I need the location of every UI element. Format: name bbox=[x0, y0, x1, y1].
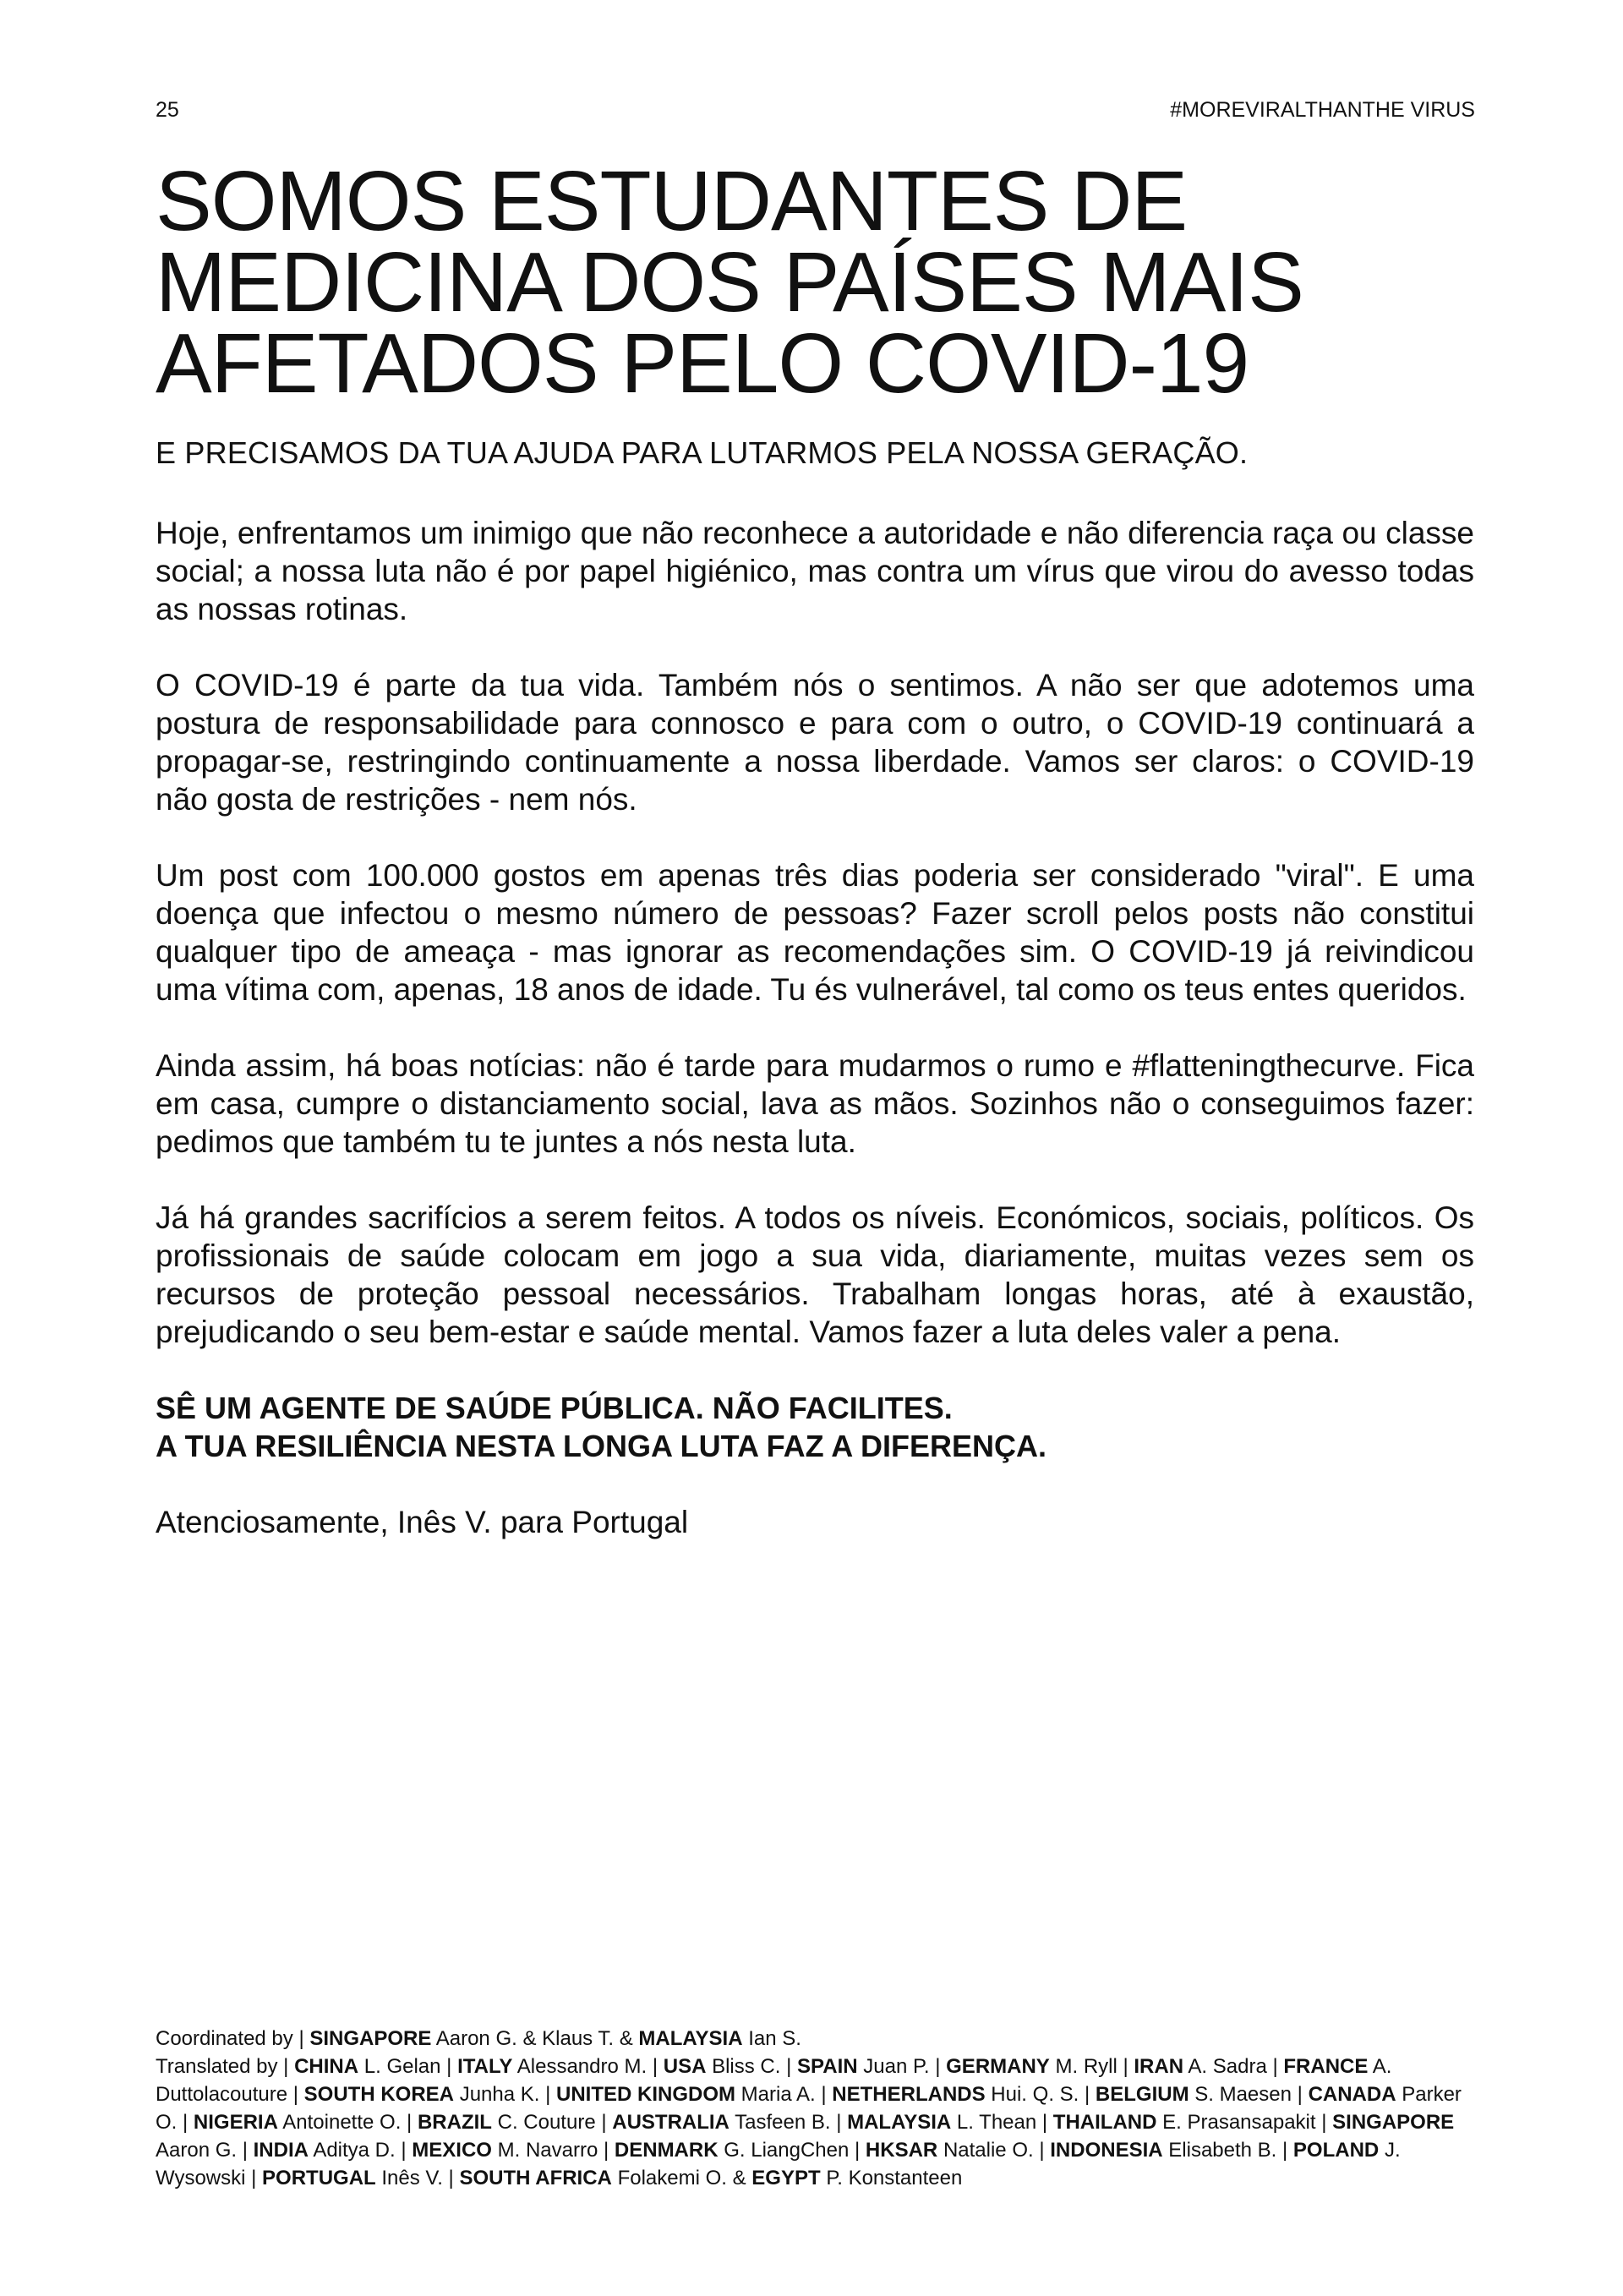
translator-names: Hui. Q. S. | bbox=[991, 2083, 1090, 2106]
translated-by-line bbox=[156, 2053, 1474, 2192]
campaign-hashtag: #MOREVIRALTHANTHE VIRUS bbox=[1170, 98, 1475, 122]
translator-entry bbox=[298, 2083, 550, 2106]
coordinator-names: Aaron G. & Klaus T. & bbox=[435, 2027, 633, 2050]
translator-entry bbox=[248, 2139, 407, 2162]
translator-names: P. Konstanteen bbox=[826, 2167, 963, 2189]
page-title bbox=[156, 154, 1474, 411]
translator-country: DENMARK bbox=[614, 2139, 719, 2162]
translator-names: A. Duttolacouture | bbox=[156, 2055, 1392, 2106]
translator-country: MALAYSIA bbox=[847, 2111, 952, 2134]
translator-entry bbox=[1090, 2083, 1303, 2106]
translator-entry bbox=[550, 2083, 826, 2106]
translator-entry bbox=[1045, 2139, 1288, 2162]
letter-body bbox=[156, 514, 1474, 1579]
translator-country: HKSAR bbox=[865, 2139, 938, 2162]
translator-names: C. Couture | bbox=[497, 2111, 607, 2134]
coordinator-country: SINGAPORE bbox=[309, 2027, 432, 2050]
translator-entry bbox=[188, 2111, 412, 2134]
coordinator-entry bbox=[309, 2027, 632, 2050]
translator-entry bbox=[1047, 2111, 1326, 2134]
translator-country: GERMANY bbox=[946, 2055, 1050, 2078]
translator-entry bbox=[658, 2055, 791, 2078]
translator-names: E. Prasansapakit | bbox=[1162, 2111, 1327, 2134]
translator-names: Aaron G. | bbox=[156, 2139, 248, 2162]
translator-entry bbox=[827, 2083, 1090, 2106]
paragraph-4: Ainda assim, há boas notícias: não é tarde para mudarmos o rumo e #flatteningthecurve. Fica em casa, cumpre o distanciamento social, lava as mãos. Sozinhos não o conseguimos fazer: pedimos que também tu te juntes a nós nesta luta. bbox=[156, 1048, 1474, 1159]
translator-entry bbox=[940, 2055, 1128, 2078]
paragraph-2: O COVID-19 é parte da tua vida. Também nós o sentimos. A não ser que adotemos uma postura de responsabilidade para connosco e para com o outro, o COVID-19 continuará a propagar-se, restringindo continuamente a nossa liberdade. Vamos ser claros: o COVID-19 não gosta de restrições - nem nós. bbox=[156, 668, 1474, 817]
translator-names: Inês V. | bbox=[381, 2167, 454, 2189]
translator-country: NIGERIA bbox=[193, 2111, 278, 2134]
translator-country: POLAND bbox=[1292, 2139, 1380, 2162]
page-number: 25 bbox=[156, 98, 179, 122]
title-line-1: SOMOS ESTUDANTES DE bbox=[156, 154, 1188, 249]
callout-line-2: A TUA RESILIÊNCIA NESTA LONGA LUTA FAZ A DIFERENÇA. bbox=[156, 1429, 1046, 1463]
paragraph-5: Já há grandes sacrifícios a serem feitos. A todos os níveis. Económicos, sociais, políticos. Os profissionais de saúde colocam em jogo a sua vida, diariamente, muitas vezes sem os recursos de proteção pessoal necessários. Trabalham longas horas, até à exaustão, prejudicando o seu bem-estar e saúde mental. Vamos fazer a luta deles valer a pena. bbox=[156, 1200, 1474, 1349]
translator-entry bbox=[860, 2139, 1044, 2162]
translator-entry bbox=[256, 2167, 453, 2189]
translator-names: Bliss C. | bbox=[712, 2055, 792, 2078]
translator-names: Junha K. | bbox=[459, 2083, 551, 2106]
translator-country: FRANCE bbox=[1283, 2055, 1369, 2078]
translator-country: SOUTH KOREA bbox=[303, 2083, 455, 2106]
coordinator-entry bbox=[633, 2027, 801, 2050]
translator-names: L. Gelan | bbox=[363, 2055, 452, 2078]
translator-country: PORTUGAL bbox=[262, 2167, 376, 2189]
translator-entry bbox=[609, 2139, 860, 2162]
callout bbox=[156, 1389, 1474, 1465]
translator-country: INDONESIA bbox=[1050, 2139, 1163, 2162]
coordinated-list bbox=[309, 2027, 801, 2050]
translator-country: MEXICO bbox=[412, 2139, 492, 2162]
translator-entry bbox=[746, 2167, 963, 2189]
translator-names: Maria A. | bbox=[740, 2083, 827, 2106]
translator-country: UNITED KINGDOM bbox=[556, 2083, 735, 2106]
translator-entry bbox=[407, 2139, 609, 2162]
translator-names: J. Wysowski | bbox=[156, 2139, 1401, 2189]
translator-names: Alessandro M. | bbox=[516, 2055, 658, 2078]
translator-country: USA bbox=[663, 2055, 707, 2078]
subtitle: E PRECISAMOS DA TUA AJUDA PARA LUTARMOS PELA NOSSA GERAÇÃO. bbox=[156, 435, 1249, 470]
translator-country: SPAIN bbox=[797, 2055, 858, 2078]
translator-country: NETHERLANDS bbox=[832, 2083, 986, 2106]
translator-names: S. Maesen | bbox=[1194, 2083, 1303, 2106]
translator-country: BELGIUM bbox=[1095, 2083, 1189, 2106]
title-line-2: MEDICINA DOS PAÍSES MAIS bbox=[156, 235, 1303, 330]
translator-names: Juan P. | bbox=[863, 2055, 941, 2078]
title-line-3: AFETADOS PELO COVID-19 bbox=[156, 316, 1249, 411]
translator-entry bbox=[412, 2111, 606, 2134]
coordinator-country: MALAYSIA bbox=[638, 2027, 743, 2050]
translator-names: Elisabeth B. | bbox=[1168, 2139, 1288, 2162]
translator-country: CHINA bbox=[294, 2055, 359, 2078]
translator-entry bbox=[451, 2055, 658, 2078]
translator-entry bbox=[454, 2167, 746, 2189]
paragraph-1: Hoje, enfrentamos um inimigo que não reconhece a autoridade e não diferencia raça ou classe social; a nossa luta não é por papel higiénico, mas contra um vírus que virou do avesso todas as nossas rotinas. bbox=[156, 516, 1474, 626]
translator-country: BRAZIL bbox=[417, 2111, 492, 2134]
callout-line-1: SÊ UM AGENTE DE SAÚDE PÚBLICA. NÃO FACILITES. bbox=[156, 1391, 953, 1425]
translator-names: M. Navarro | bbox=[497, 2139, 609, 2162]
translator-country: CANADA bbox=[1308, 2083, 1396, 2106]
translator-country: EGYPT bbox=[751, 2167, 821, 2189]
translator-names: M. Ryll | bbox=[1055, 2055, 1128, 2078]
signoff: Atenciosamente, Inês V. para Portugal bbox=[156, 1505, 689, 1539]
translator-names: Parker O. | bbox=[156, 2083, 1462, 2134]
paragraph-3: Um post com 100.000 gostos em apenas três dias poderia ser considerado "viral". E uma doença que infectou o mesmo número de pessoas? Fazer scroll pelos posts não constitui qualquer tipo de ameaça - mas ignorar as recomendações sim. O COVID-19 já reivindicou uma vítima com, apenas, 18 anos de idade. Tu és vulnerável, tal como os teus entes queridos. bbox=[156, 858, 1474, 1007]
translator-country: IRAN bbox=[1134, 2055, 1184, 2078]
translator-entry bbox=[791, 2055, 940, 2078]
translator-names: G. LiangChen | bbox=[724, 2139, 861, 2162]
coordinated-label: Coordinated by | bbox=[156, 2027, 304, 2050]
translator-names: A. Sadra | bbox=[1188, 2055, 1278, 2078]
translator-entry bbox=[1128, 2055, 1278, 2078]
translator-entry bbox=[294, 2055, 451, 2078]
translator-names: Tasfeen B. | bbox=[735, 2111, 842, 2134]
translator-names: Folakemi O. & bbox=[617, 2167, 746, 2189]
translator-names: Natalie O. | bbox=[943, 2139, 1045, 2162]
translator-country: SINGAPORE bbox=[1332, 2111, 1455, 2134]
translator-entry bbox=[607, 2111, 842, 2134]
translators-list bbox=[156, 2055, 1462, 2189]
credits bbox=[156, 2025, 1474, 2192]
translator-country: ITALY bbox=[457, 2055, 513, 2078]
translated-label: Translated by | bbox=[156, 2055, 289, 2078]
translator-country: SOUTH AFRICA bbox=[459, 2167, 612, 2189]
translator-names: Antoinette O. | bbox=[282, 2111, 413, 2134]
coordinator-names: Ian S. bbox=[748, 2027, 801, 2050]
translator-names: L. Thean | bbox=[956, 2111, 1048, 2134]
translator-names: Aditya D. | bbox=[313, 2139, 407, 2162]
coordinated-by-line bbox=[156, 2025, 1474, 2053]
translator-entry bbox=[841, 2111, 1047, 2134]
translator-country: INDIA bbox=[253, 2139, 309, 2162]
translator-country: AUSTRALIA bbox=[612, 2111, 730, 2134]
translator-country: THAILAND bbox=[1052, 2111, 1157, 2134]
